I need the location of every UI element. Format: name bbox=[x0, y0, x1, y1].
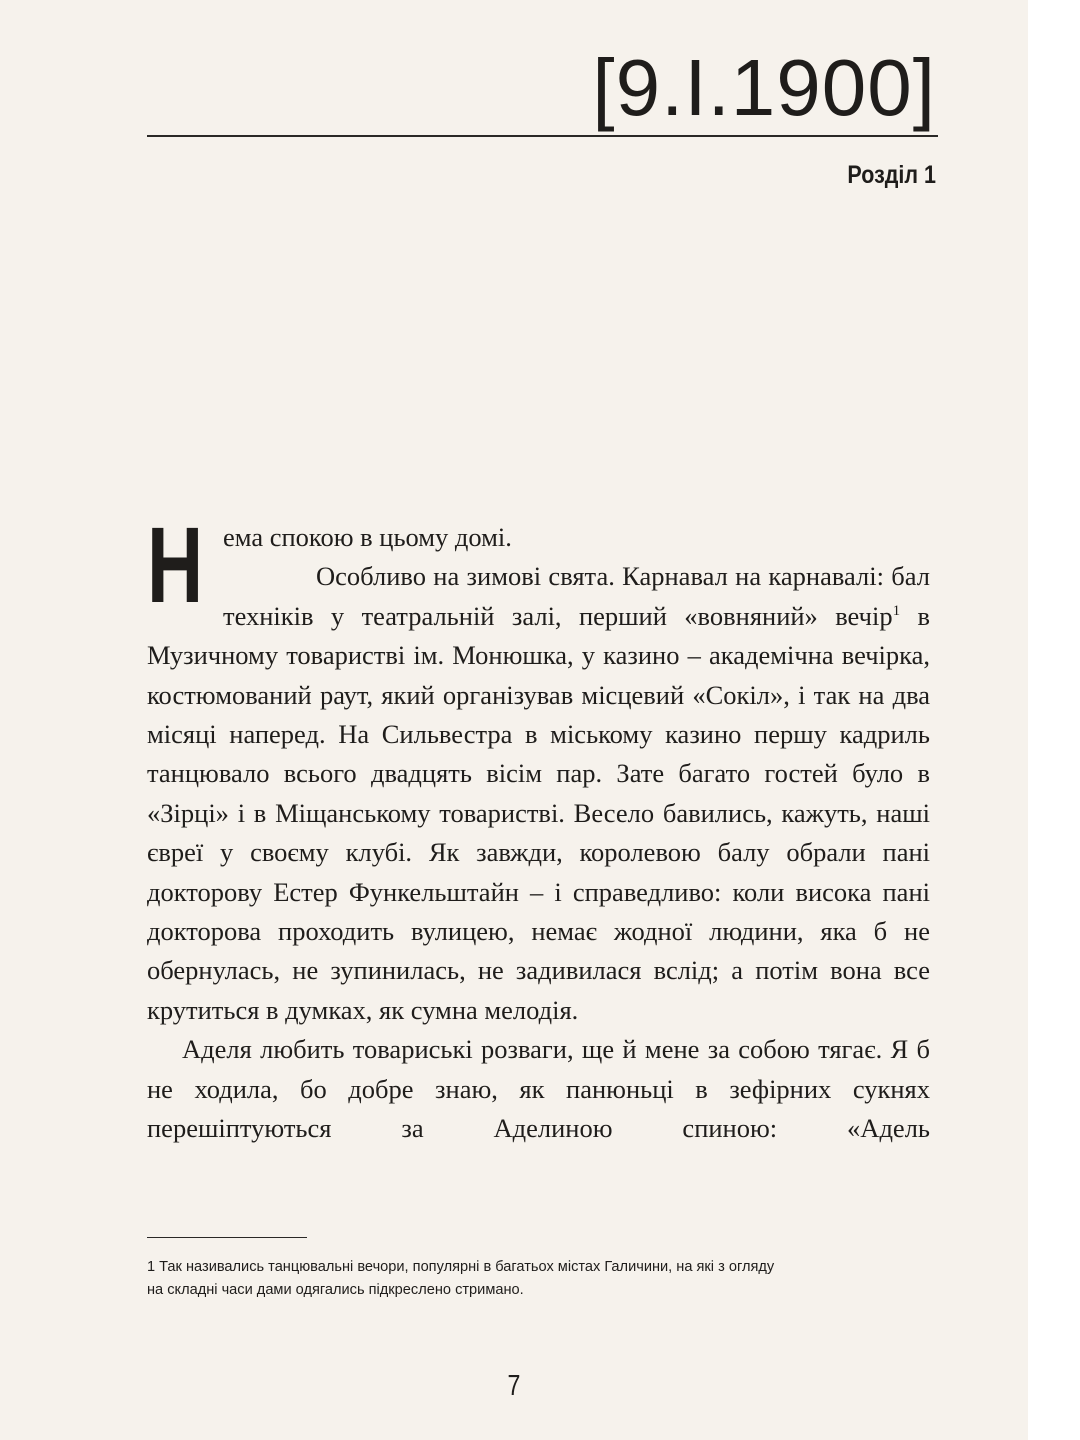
paragraph-1-text: ема спокою в цьому домі. bbox=[223, 522, 512, 552]
paragraph-2 bbox=[147, 557, 930, 1030]
drop-cap: Н bbox=[147, 504, 204, 625]
date-heading: [9.I.1900] bbox=[592, 43, 936, 132]
heading-rule bbox=[147, 135, 938, 137]
paragraph-2-text-end: в Музичному товаристві ім. Монюшка, у казино – академічна вечірка, костюмований раут, який організував місцевий «Сокіл», і так на два місяці наперед. На Сильвестра в міському казино першу кадриль танцювало всього двадцять вісім пар. Зате багато гостей було в «Зірці» і в Міщанському товаристві. Весело бавились, кажуть, наші євреї у своєму клубі. Як завжди, королевою балу обрали пані докторову Естер Функельштайн – і справедливо: коли висока пані докторова проходить вулицею, немає жодної людини, яка б не обернулась, не зупинилась, не задивилася вслід; а потім вона все крутиться в думках, як сумна мелодія. bbox=[147, 600, 930, 1025]
page-number: 7 bbox=[507, 1370, 521, 1402]
chapter-label: Розділ 1 bbox=[847, 161, 936, 189]
footnote-line-1: 1 Так називались танцювальні вечори, популярні в багатьох містах Галичини, на які з огляду bbox=[147, 1259, 775, 1275]
page-edge-margin bbox=[1028, 0, 1080, 1440]
body-text bbox=[147, 504, 930, 1149]
paragraph-2-text-start: Особливо на зимові свята. Карнавал на карнавалі: бал техніків у театральній залі, перший «вовняний» вечір bbox=[223, 561, 930, 631]
footnote-marker: 1 bbox=[892, 602, 901, 619]
footnote-rule bbox=[147, 1237, 307, 1238]
footnote bbox=[147, 1256, 930, 1302]
paragraph-3: Аделя любить товариські розваги, ще й мене за собою тягає. Я б не ходила, бо добре знаю, як панюньці в зефірних сукнях перешіптуються за Аделиною спиною: «Адель bbox=[147, 1034, 930, 1144]
footnote-line-2: на складні часи дами одягались підкреслено стримано. bbox=[147, 1282, 524, 1298]
